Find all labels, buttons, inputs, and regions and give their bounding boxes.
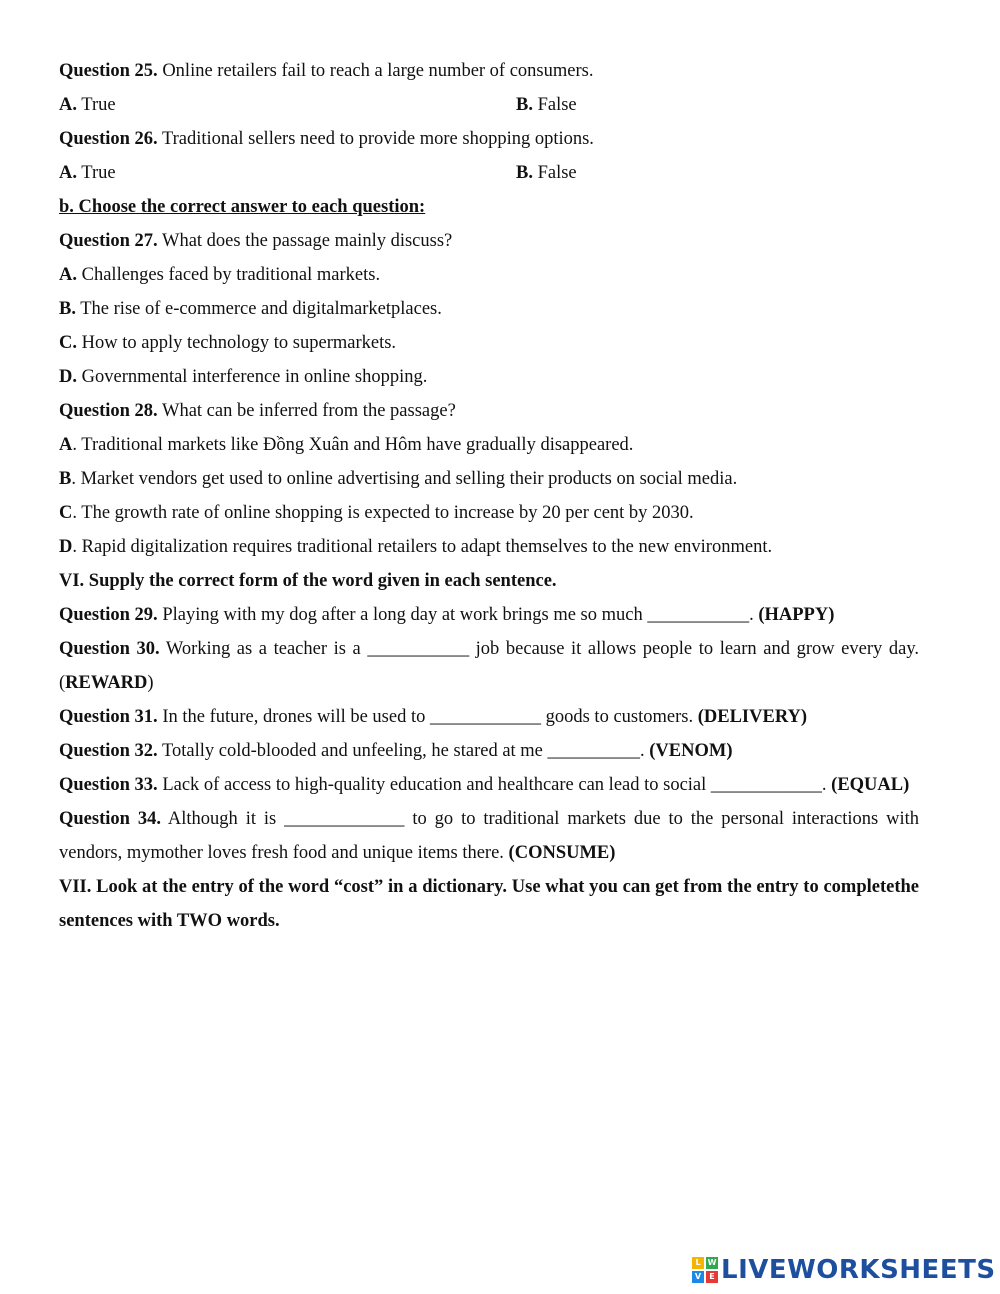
question-28 bbox=[59, 394, 919, 428]
question-text: Online retailers fail to reach a large number of consumers. bbox=[157, 61, 594, 81]
question-25-options bbox=[59, 88, 919, 122]
question-31: Question 31. In the future, drones will be used to ____________ goods to customers. (DELIVERY) bbox=[59, 707, 808, 727]
question-27 bbox=[59, 224, 919, 258]
question-29: Question 29. Playing with my dog after a long day at work brings me so much ___________. (HAPPY) bbox=[59, 605, 835, 625]
q28-option-a[interactable]: A. Traditional markets like Đồng Xuân and Hôm have gradually disappeared. bbox=[59, 435, 634, 455]
root-word: (HAPPY) bbox=[758, 605, 835, 625]
question-34: Question 34. Although it is _____________ to go to traditional markets due to the personal interactions with vendors, mymother loves fresh food and unique items there. (CONSUME) bbox=[59, 809, 919, 863]
q28-option-c[interactable]: C. The growth rate of online shopping is expected to increase by 20 per cent by 2030. bbox=[59, 503, 694, 523]
liveworksheets-logo bbox=[692, 1253, 996, 1287]
option-a[interactable]: A. True bbox=[59, 95, 116, 115]
question-text: Traditional sellers need to provide more shopping options. bbox=[157, 129, 594, 149]
question-25 bbox=[59, 54, 919, 88]
root-word: (DELIVERY) bbox=[697, 707, 808, 727]
option-b[interactable]: B. False bbox=[516, 95, 577, 115]
question-label: Question 25. bbox=[59, 61, 158, 81]
section-vi-heading: VI. Supply the correct form of the word given in each sentence. bbox=[59, 571, 557, 591]
root-word: (VENOM) bbox=[649, 741, 733, 761]
root-word: REWARD bbox=[65, 673, 148, 693]
root-word: (CONSUME) bbox=[508, 843, 616, 863]
option-a[interactable]: A. True bbox=[59, 163, 116, 183]
question-text: What does the passage mainly discuss? bbox=[157, 231, 453, 251]
logo-text: LIVEWORKSHEETS bbox=[721, 1255, 996, 1285]
question-26 bbox=[59, 122, 919, 156]
root-word: (EQUAL) bbox=[831, 775, 910, 795]
question-32: Question 32. Totally cold-blooded and unfeeling, he stared at me __________. (VENOM) bbox=[59, 741, 733, 761]
worksheet-page bbox=[59, 54, 919, 938]
q27-option-a[interactable]: A. Challenges faced by traditional markets. bbox=[59, 265, 381, 285]
question-26-options bbox=[59, 156, 919, 190]
q27-option-d[interactable]: D. Governmental interference in online shopping. bbox=[59, 367, 428, 387]
q28-option-b[interactable]: B. Market vendors get used to online advertising and selling their products on social media. bbox=[59, 469, 738, 489]
section-b-heading: b. Choose the correct answer to each question: bbox=[59, 197, 426, 217]
question-30: Question 30. Working as a teacher is a ___________ job because it allows people to learn and grow every day. (REWARD) bbox=[59, 639, 919, 693]
option-b[interactable]: B. False bbox=[516, 163, 577, 183]
q27-option-c[interactable]: C. How to apply technology to supermarkets. bbox=[59, 333, 397, 353]
question-33: Question 33. Lack of access to high-quality education and healthcare can lead to social ____________. (EQUAL) bbox=[59, 775, 910, 795]
logo-blocks-icon: L W V E bbox=[692, 1257, 718, 1283]
question-label: Question 28. bbox=[59, 401, 158, 421]
question-label: Question 27. bbox=[59, 231, 158, 251]
section-vii-heading: VII. Look at the entry of the word “cost” in a dictionary. Use what you can get from the entry to completethe sentences with TWO words. bbox=[59, 877, 919, 931]
question-label: Question 26. bbox=[59, 129, 158, 149]
q27-option-b[interactable]: B. The rise of e-commerce and digitalmarketplaces. bbox=[59, 299, 442, 319]
q28-option-d[interactable]: D. Rapid digitalization requires traditional retailers to adapt themselves to the new environment. bbox=[59, 537, 773, 557]
question-text: What can be inferred from the passage? bbox=[157, 401, 456, 421]
